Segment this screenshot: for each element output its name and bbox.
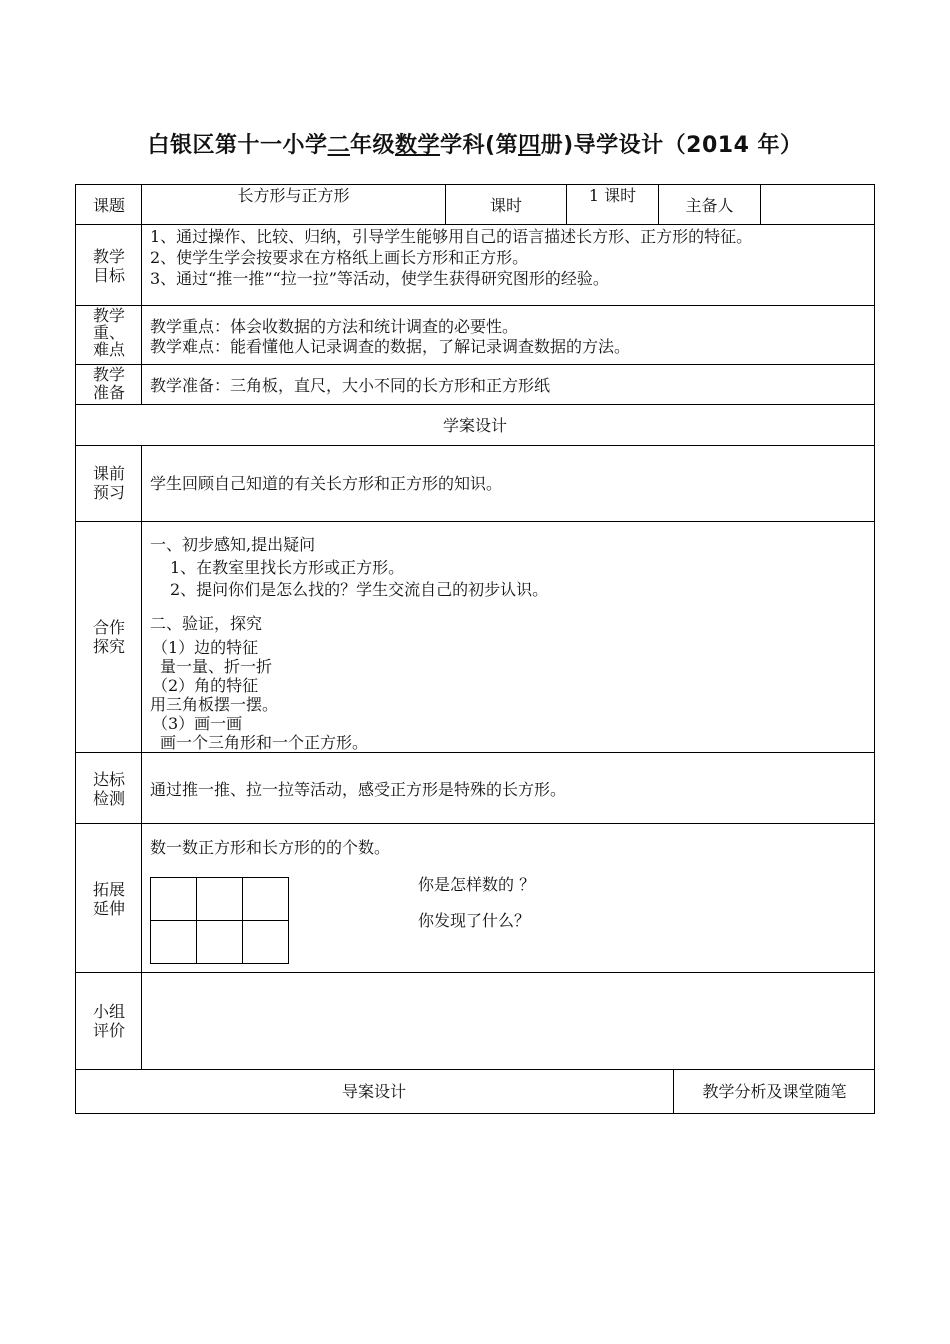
objective-line: 1、通过操作、比较、归纳，引导学生能够用自己的语言描述长方形、正方形的特征。 (150, 227, 753, 246)
period-value: 1 课时 (588, 186, 637, 205)
extension-question: 你发现了什么？ (418, 911, 531, 930)
analysis-notes-header: 教学分析及课堂随笔 (702, 1082, 847, 1101)
volume-value: 四 (518, 133, 541, 158)
preview-label: 课前 预习 (92, 464, 125, 502)
extension-label: 拓展 延伸 (92, 880, 125, 918)
key-point-line: 教学重点：体会收数据的方法和统计调查的必要性。 (150, 317, 519, 336)
cooperation-line: 2、提问你们是怎么找的？学生交流自己的初步认识。 (170, 580, 549, 599)
extension-question: 你是怎样数的 ？ (418, 875, 536, 894)
period-label: 课时 (489, 196, 522, 215)
cooperation-line: 1、在教室里找长方形或正方形。 (170, 558, 405, 577)
study-design-header: 学案设计 (442, 416, 507, 435)
cooperation-label: 合作 探究 (92, 618, 125, 656)
cooperation-line: （2）角的特征 (152, 676, 259, 695)
counting-grid (150, 877, 289, 964)
extension-prompt: 数一数正方形和长方形的的个数。 (150, 838, 391, 857)
cooperation-line: 一、初步感知,提出疑问 (150, 535, 316, 554)
difficult-point-line: 教学难点：能看懂他人记录调查的数据，了解记录调查数据的方法。 (150, 337, 631, 356)
objective-line: 2、使学生学会按要求在方格纸上画长方形和正方形。 (150, 248, 529, 267)
preparation-label: 教学 准备 (92, 365, 125, 402)
guide-design-header: 导案设计 (341, 1082, 406, 1101)
preparation-text: 教学准备：三角板，直尺，大小不同的长方形和正方形纸 (150, 376, 551, 395)
key-points-label: 教学 重、 难点 (92, 306, 125, 359)
group-eval-label: 小组 评价 (92, 1002, 125, 1040)
objectives-label: 教学 目标 (92, 247, 125, 285)
assessment-text: 通过推一推、拉一拉等活动，感受正方形是特殊的长方形。 (150, 780, 567, 799)
topic-label: 课题 (92, 196, 125, 215)
page-title: 白银区第十一小学二年级数学学科(第四册)导学设计（2014 年） (147, 133, 803, 158)
topic-value: 长方形与正方形 (237, 186, 350, 205)
preview-text: 学生回顾自己知道的有关长方形和正方形的知识。 (150, 474, 503, 493)
cooperation-line: 用三角板摆一摆。 (150, 695, 279, 714)
cooperation-line: 量一量、折一折 (160, 657, 273, 676)
cooperation-line: （1）边的特征 (152, 638, 259, 657)
assessment-label: 达标 检测 (92, 770, 125, 808)
cooperation-line: 画一个三角形和一个正方形。 (160, 733, 369, 752)
subject-value: 数学 (395, 133, 441, 158)
preparer-label: 主备人 (685, 196, 734, 215)
cooperation-line: （3）画一画 (152, 714, 243, 733)
cooperation-line: 二、验证，探究 (150, 614, 263, 633)
objective-line: 3、通过“推一推”“拉一拉”等活动，使学生获得研究图形的经验。 (150, 269, 609, 288)
grade-value: 二 (327, 133, 350, 158)
